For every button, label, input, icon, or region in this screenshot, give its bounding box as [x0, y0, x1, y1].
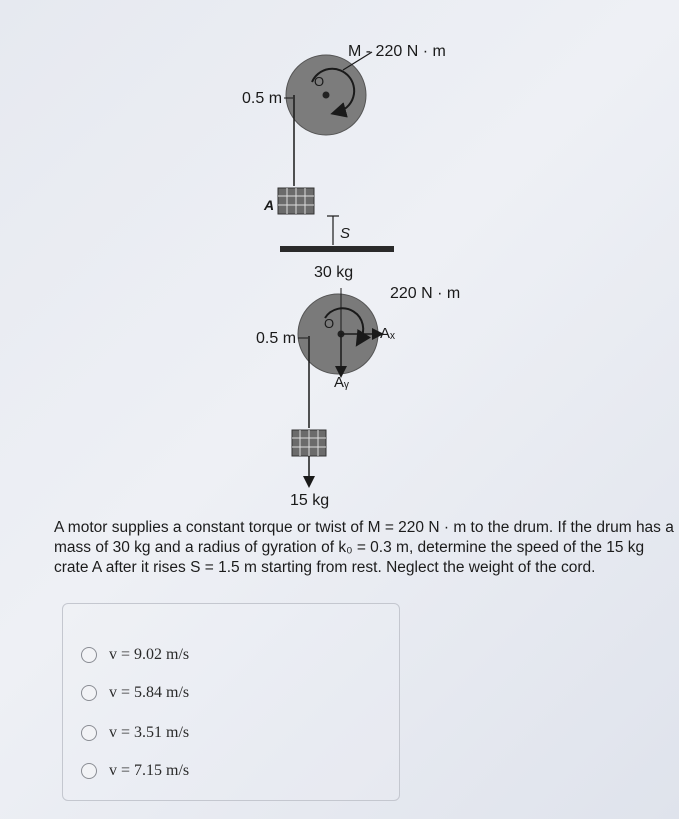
- radio-button[interactable]: [81, 725, 97, 741]
- crate-bottom: [292, 430, 326, 456]
- choice-label: v = 7.15 m/s: [109, 762, 190, 779]
- crate-a: [278, 188, 314, 214]
- point-o-top: O: [314, 74, 325, 89]
- choice-option-3[interactable]: [81, 720, 189, 746]
- drum-mass-label: 30 kg: [314, 264, 354, 281]
- reaction-y: Aᵧ: [334, 374, 349, 391]
- choice-label: v = 5.84 m/s: [109, 684, 190, 701]
- choice-option-4[interactable]: [81, 758, 189, 784]
- choice-option-2[interactable]: [81, 680, 189, 706]
- radius-label-bottom: 0.5 m: [256, 330, 297, 347]
- distance-label: S: [340, 225, 351, 242]
- moment-label-bottom: 220 N · m: [390, 285, 461, 302]
- point-o-bottom: O: [324, 316, 335, 331]
- question-text: A motor supplies a constant torque or twist of M = 220 N · m to the drum. If the drum has a mass of 30 kg and a radius of gyration of k₀ = 0.3 m, determine the speed of the 15 kg crate A after it rises S = 1.5 m starting from rest. Neglect the weight of the cord.: [54, 519, 674, 576]
- choice-label: v = 3.51 m/s: [109, 724, 190, 741]
- moment-label-top: M - 220 N · m: [348, 43, 446, 60]
- crate-mass-label: 15 kg: [290, 492, 330, 509]
- choice-label: v = 9.02 m/s: [109, 646, 190, 663]
- reaction-x: Aₓ: [380, 325, 395, 342]
- radius-label-top: 0.5 m: [242, 90, 283, 107]
- radio-button[interactable]: [81, 763, 97, 779]
- crate-label: A: [264, 197, 275, 213]
- answer-choices: [62, 603, 400, 801]
- radio-button[interactable]: [81, 647, 97, 663]
- radio-button[interactable]: [81, 685, 97, 701]
- separator-bar: [280, 246, 394, 252]
- choice-option-1[interactable]: [81, 642, 189, 668]
